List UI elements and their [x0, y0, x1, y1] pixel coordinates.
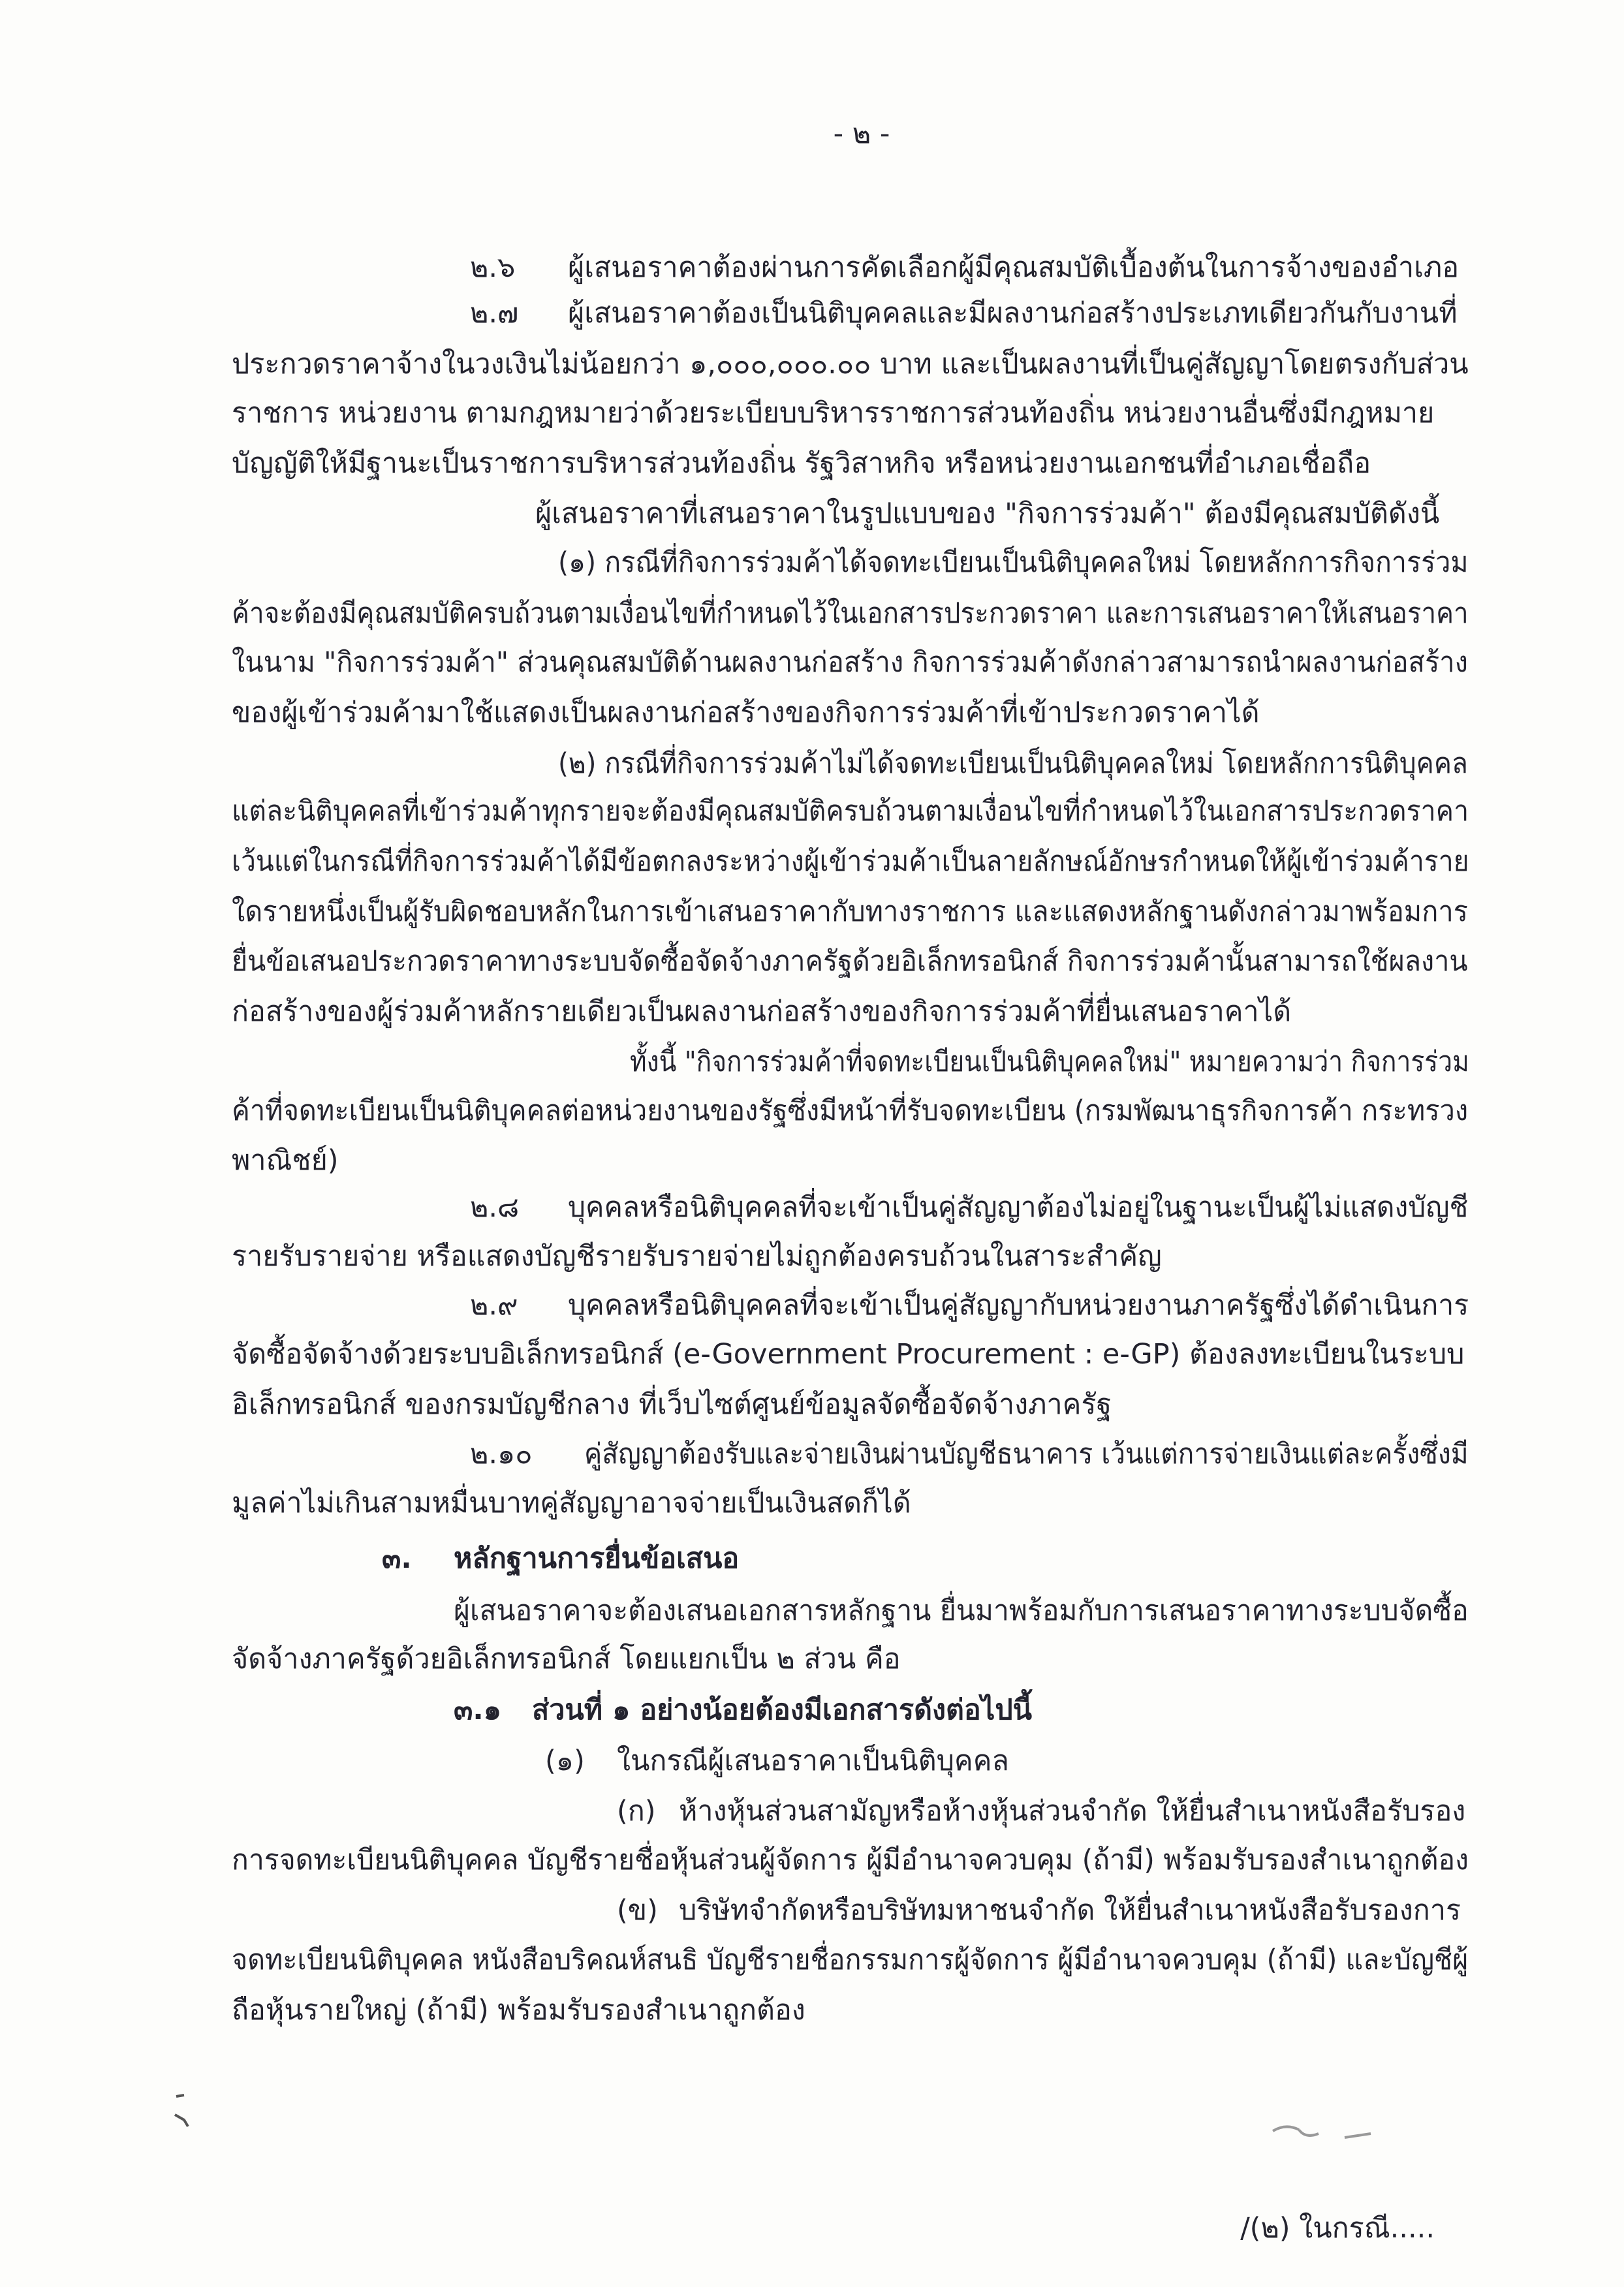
- section-3-intro-line-2: จัดจ้างภาครัฐด้วยอิเล็กทรอนิกส์ โดยแยกเป็น ๒ ส่วน คือ: [232, 1643, 901, 1675]
- item-2-7-line-2: ประกวดราคาจ้างในวงเงินไม่น้อยกว่า ๑,๐๐๐,๐๐๐.๐๐ บาท และเป็นผลงานที่เป็นคู่สัญญาโดยตรงกับส่วน: [232, 348, 1469, 381]
- jv-case2-line-3: เว้นแต่ในกรณีที่กิจการร่วมค้าได้มีข้อตกลงระหว่างผู้เข้าร่วมค้าเป็นลายลักษณ์อักษรกำหนดให้ผู้เข้าร่วมค้าราย: [232, 845, 1469, 878]
- section-3-intro-line-1: ผู้เสนอราคาจะต้องเสนอเอกสารหลักฐาน ยื่นมาพร้อมกับการเสนอราคาทางระบบจัดซื้อ: [454, 1595, 1469, 1627]
- section-3-1-heading: ส่วนที่ ๑ อย่างน้อยต้องมีเอกสารดังต่อไปนี้: [532, 1694, 1033, 1726]
- jv-case2-line-5: ยื่นข้อเสนอประกวดราคาทางระบบจัดซื้อจัดจ้างภาครัฐด้วยอิเล็กทรอนิกส์ กิจการร่วมค้านั้นสามารถใช้ผลงาน: [232, 945, 1468, 978]
- section-3-1-number: ๓.๑: [454, 1694, 502, 1726]
- scan-smudge-left: [163, 2089, 215, 2134]
- jv-definition-line-2: ค้าที่จดทะเบียนเป็นนิติบุคคลต่อหน่วยงานของรัฐซึ่งมีหน้าที่รับจดทะเบียน (กรมพัฒนาธุรกิจการค้า กระทรวง: [232, 1095, 1469, 1127]
- item-2-7-line-3: ราชการ หน่วยงาน ตามกฎหมายว่าด้วยระเบียบบริหารราชการส่วนท้องถิ่น หน่วยงานอื่นซึ่งมีกฎหมาย: [232, 397, 1435, 429]
- sub-a-number: (ก): [617, 1795, 656, 1828]
- item-number-2-8: ๒.๘: [470, 1191, 520, 1224]
- sub-b-line-3: ถือหุ้นรายใหญ่ (ถ้ามี) พร้อมรับรองสำเนาถูกต้อง: [232, 1994, 805, 2027]
- item-number-2-6: ๒.๖: [470, 251, 516, 284]
- item-2-9-line-3: อิเล็กทรอนิกส์ ของกรมบัญชีกลาง ที่เว็บไซต์ศูนย์ข้อมูลจัดซื้อจัดจ้างภาครัฐ: [232, 1388, 1112, 1421]
- sub-a-line-2: การจดทะเบียนนิติบุคคล บัญชีรายชื่อหุ้นส่วนผู้จัดการ ผู้มีอำนาจควบคุม (ถ้ามี) พร้อมรับรองสำเนาถูกต้อง: [232, 1844, 1469, 1876]
- jv-case2-line-2: แต่ละนิติบุคคลที่เข้าร่วมค้าทุกรายจะต้องมีคุณสมบัติครบถ้วนตามเงื่อนไขที่กำหนดไว้ในเอกสารประกวดราคา: [232, 795, 1469, 828]
- scan-smudge-right: [1266, 2118, 1384, 2157]
- jv-case1-line-1: (๑) กรณีที่กิจการร่วมค้าได้จดทะเบียนเป็นนิติบุคคลใหม่ โดยหลักการกิจการร่วม: [558, 546, 1469, 579]
- jv-case1-line-2: ค้าจะต้องมีคุณสมบัติครบถ้วนตามเงื่อนไขที่กำหนดไว้ในเอกสารประกวดราคา และการเสนอราคาให้เสนอราคา: [232, 597, 1469, 630]
- jv-definition-line-3: พาณิชย์): [232, 1144, 339, 1177]
- jv-case2-line-6: ก่อสร้างของผู้ร่วมค้าหลักรายเดียวเป็นผลงานก่อสร้างของกิจการร่วมค้าที่ยื่นเสนอราคาได้: [232, 995, 1292, 1028]
- item-number-2-10: ๒.๑๐: [470, 1438, 533, 1470]
- item-2-7-line-4: บัญญัติให้มีฐานะเป็นราชการบริหารส่วนท้องถิ่น รัฐวิสาหกิจ หรือหน่วยงานเอกชนที่อำเภอเชื่อถือ: [232, 447, 1371, 480]
- item-2-9-line-1: บุคคลหรือนิติบุคคลที่จะเข้าเป็นคู่สัญญากับหน่วยงานภาครัฐซึ่งได้ดำเนินการ: [568, 1289, 1469, 1322]
- sub-b-line-2: จดทะเบียนนิติบุคคล หนังสือบริคณห์สนธิ บัญชีรายชื่อกรรมการผู้จัดการ ผู้มีอำนาจควบคุม (ถ้ามี) และบัญชีผู้: [232, 1944, 1469, 1976]
- item-2-8-line-2: รายรับรายจ่าย หรือแสดงบัญชีรายรับรายจ่ายไม่ถูกต้องครบถ้วนในสาระสำคัญ: [232, 1240, 1162, 1273]
- item-2-10-line-1: คู่สัญญาต้องรับและจ่ายเงินผ่านบัญชีธนาคาร เว้นแต่การจ่ายเงินแต่ละครั้งซึ่งมี: [584, 1438, 1469, 1470]
- case-1-text: ในกรณีผู้เสนอราคาเป็นนิติบุคคล: [617, 1745, 1009, 1777]
- section-3-number: ๓.: [382, 1542, 412, 1575]
- item-2-9-line-2: จัดซื้อจัดจ้างด้วยระบบอิเล็กทรอนิกส์ (e-Government Procurement : e-GP) ต้องลงทะเบียนในระบบ: [232, 1338, 1465, 1371]
- sub-b-line-1: บริษัทจำกัดหรือบริษัทมหาชนจำกัด ให้ยื่นสำเนาหนังสือรับรองการ: [679, 1894, 1461, 1927]
- jv-case2-line-1: (๒) กรณีที่กิจการร่วมค้าไม่ได้จดทะเบียนเป็นนิติบุคคลใหม่ โดยหลักการนิติบุคคล: [558, 747, 1468, 780]
- item-number-2-7: ๒.๗: [470, 297, 519, 330]
- continuation-footer: /(๒) ในกรณี.....: [1240, 2212, 1435, 2245]
- item-2-6-line-1: ผู้เสนอราคาต้องผ่านการคัดเลือกผู้มีคุณสมบัติเบื้องต้นในการจ้างของอำเภอ: [568, 251, 1460, 284]
- item-2-10-line-2: มูลค่าไม่เกินสามหมื่นบาทคู่สัญญาอาจจ่ายเป็นเงินสดก็ได้: [232, 1487, 911, 1519]
- jv-case1-line-3: ในนาม "กิจการร่วมค้า" ส่วนคุณสมบัติด้านผลงานก่อสร้าง กิจการร่วมค้าดังกล่าวสามารถนำผลงานก่อสร้าง: [232, 646, 1468, 679]
- item-2-7-line-1: ผู้เสนอราคาต้องเป็นนิติบุคคลและมีผลงานก่อสร้างประเภทเดียวกันกับงานที่: [568, 297, 1458, 330]
- case-1-number: (๑): [545, 1745, 585, 1777]
- jv-case2-line-4: ใดรายหนึ่งเป็นผู้รับผิดชอบหลักในการเข้าเสนอราคากับทางราชการ และแสดงหลักฐานดังกล่าวมาพร้อมการ: [232, 895, 1468, 928]
- item-2-8-line-1: บุคคลหรือนิติบุคคลที่จะเข้าเป็นคู่สัญญาต้องไม่อยู่ในฐานะเป็นผู้ไม่แสดงบัญชี: [568, 1191, 1469, 1224]
- sub-a-line-1: ห้างหุ้นส่วนสามัญหรือห้างหุ้นส่วนจำกัด ให้ยื่นสำเนาหนังสือรับรอง: [679, 1795, 1466, 1828]
- joint-venture-intro: ผู้เสนอราคาที่เสนอราคาในรูปแบบของ "กิจการร่วมค้า" ต้องมีคุณสมบัติดังนี้: [535, 497, 1440, 530]
- jv-definition-line-1: ทั้งนี้ "กิจการร่วมค้าที่จดทะเบียนเป็นนิติบุคคลใหม่" หมายความว่า กิจการร่วม: [630, 1046, 1469, 1078]
- item-number-2-9: ๒.๙: [470, 1289, 518, 1322]
- section-3-heading: หลักฐานการยื่นข้อเสนอ: [454, 1542, 740, 1575]
- page-number: - ๒ -: [833, 117, 890, 150]
- sub-b-number: (ข): [617, 1894, 658, 1927]
- jv-case1-line-4: ของผู้เข้าร่วมค้ามาใช้แสดงเป็นผลงานก่อสร้างของกิจการร่วมค้าที่เข้าประกวดราคาได้: [232, 696, 1260, 729]
